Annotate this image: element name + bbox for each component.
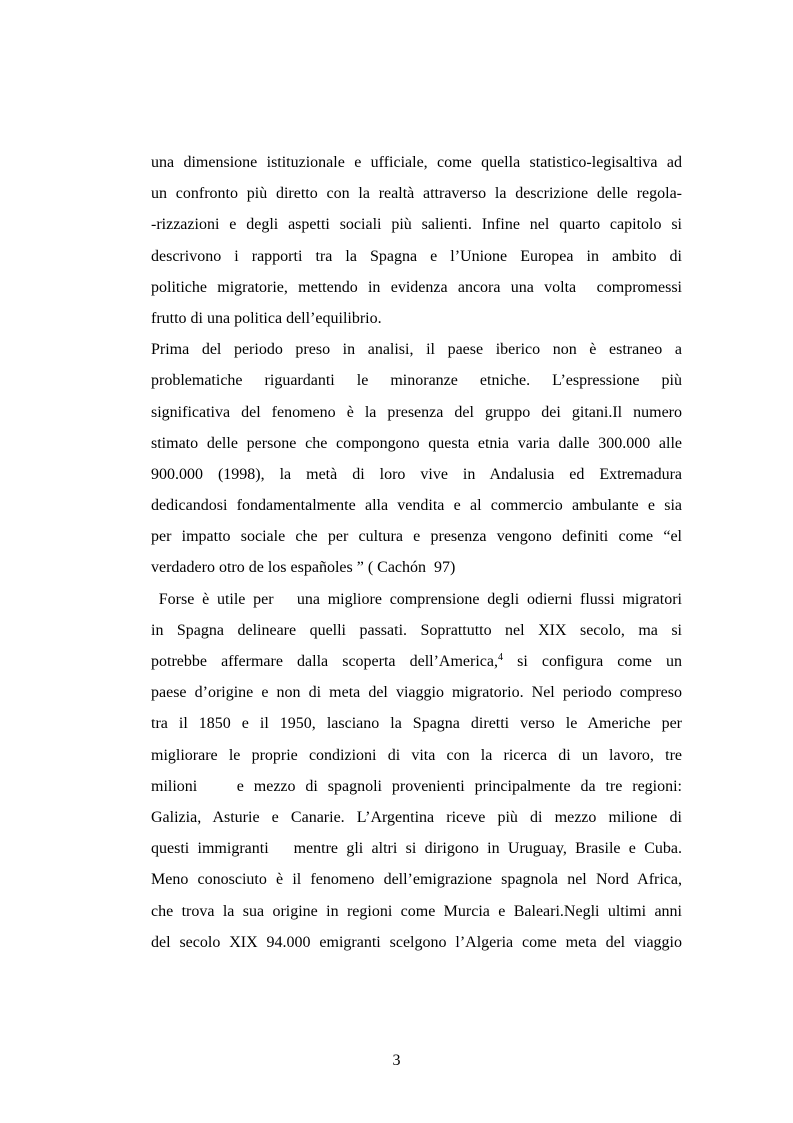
text-line <box>151 209 682 240</box>
text-line <box>151 428 682 459</box>
text-line-content: un confronto più diretto con la realtà attraverso la descrizione delle regola- <box>151 185 682 203</box>
text-line <box>151 584 682 615</box>
text-line <box>151 397 682 428</box>
text-line <box>151 303 682 334</box>
text-line-content: descrivono i rapporti tra la Spagna e l’Unione Europea in ambito di <box>151 247 682 265</box>
text-line <box>151 833 682 864</box>
text-line-content: per impatto sociale che per cultura e presenza vengono definiti come “el <box>151 528 682 546</box>
text-line <box>151 272 682 303</box>
text-line <box>151 615 682 646</box>
footnote-marker[interactable]: 4 <box>498 652 504 663</box>
text-line-content: del secolo XIX 94.000 emigranti scelgono l’Algeria come meta del viaggio <box>151 933 682 951</box>
text-line-content: che trova la sua origine in regioni come Murcia e Baleari.Negli ultimi anni <box>151 902 682 920</box>
text-line-content: stimato delle persone che compongono questa etnia varia dalle 300.000 alle <box>151 434 682 452</box>
text-line <box>151 459 682 490</box>
text-line <box>151 740 682 771</box>
text-line-content: verdadero otro de los españoles ” ( Cachón 97) <box>151 559 456 577</box>
text-line-content: problematiche riguardanti le minoranze etniche. L’espressione più <box>151 372 682 390</box>
text-line-content: Prima del periodo preso in analisi, il paese iberico non è estraneo a <box>151 341 682 359</box>
text-line-content: milioni e mezzo di spagnoli provenienti principalmente da tre regioni: <box>151 777 682 795</box>
text-line <box>151 241 682 272</box>
text-line-content: 900.000 (1998), la metà di loro vive in Andalusia ed Extremadura <box>151 465 682 483</box>
text-line-content: frutto di una politica dell’equilibrio. <box>151 309 382 327</box>
text-line <box>151 147 682 178</box>
text-line-content: si configura come un <box>503 653 682 670</box>
text-line <box>151 490 682 521</box>
text-line <box>151 552 682 583</box>
text-line-content: politiche migratorie, mettendo in evidenza ancora una volta compromessi <box>151 278 682 296</box>
text-line-content: questi immigranti mentre gli altri si dirigono in Uruguay, Brasile e Cuba. <box>151 840 682 858</box>
text-line-content: paese d’origine e non di meta del viaggio migratorio. Nel periodo compreso <box>151 684 682 702</box>
text-line <box>151 521 682 552</box>
text-line <box>151 646 682 677</box>
text-line <box>151 677 682 708</box>
text-line <box>151 708 682 739</box>
text-line <box>151 864 682 895</box>
page-number: 3 <box>392 1052 401 1069</box>
text-line-content: in Spagna delineare quelli passati. Soprattutto nel XIX secolo, ma si <box>151 621 682 639</box>
text-line <box>151 771 682 802</box>
text-line <box>151 178 682 209</box>
text-line-content: migliorare le proprie condizioni di vita con la ricerca di un lavoro, tre <box>151 746 682 764</box>
text-line-content: Meno conosciuto è il fenomeno dell’emigrazione spagnola nel Nord Africa, <box>151 871 682 889</box>
text-line-content: una dimensione istituzionale e ufficiale, come quella statistico-legisaltiva ad <box>151 154 682 171</box>
text-line <box>151 365 682 396</box>
text-line-content: significativa del fenomeno è la presenza del gruppo dei gitani.Il numero <box>151 403 682 421</box>
text-line-content: Galizia, Asturie e Canarie. L’Argentina riceve più di mezzo milione di <box>151 808 682 826</box>
text-line <box>151 802 682 833</box>
body-text <box>151 147 682 958</box>
text-line <box>151 896 682 927</box>
text-line <box>151 334 682 365</box>
text-line-content: -rizzazioni e degli aspetti sociali più salienti. Infine nel quarto capitolo si <box>151 216 682 234</box>
text-line-content: potrebbe affermare dalla scoperta dell’America, <box>151 653 499 670</box>
text-line-content: tra il 1850 e il 1950, lasciano la Spagna diretti verso le Americhe per <box>151 715 682 733</box>
text-line-content: Forse è utile per una migliore comprensione degli odierni flussi migratori <box>151 590 683 608</box>
text-line <box>151 927 682 958</box>
text-line-content: dedicandosi fondamentalmente alla vendita e al commercio ambulante e sia <box>151 497 682 515</box>
